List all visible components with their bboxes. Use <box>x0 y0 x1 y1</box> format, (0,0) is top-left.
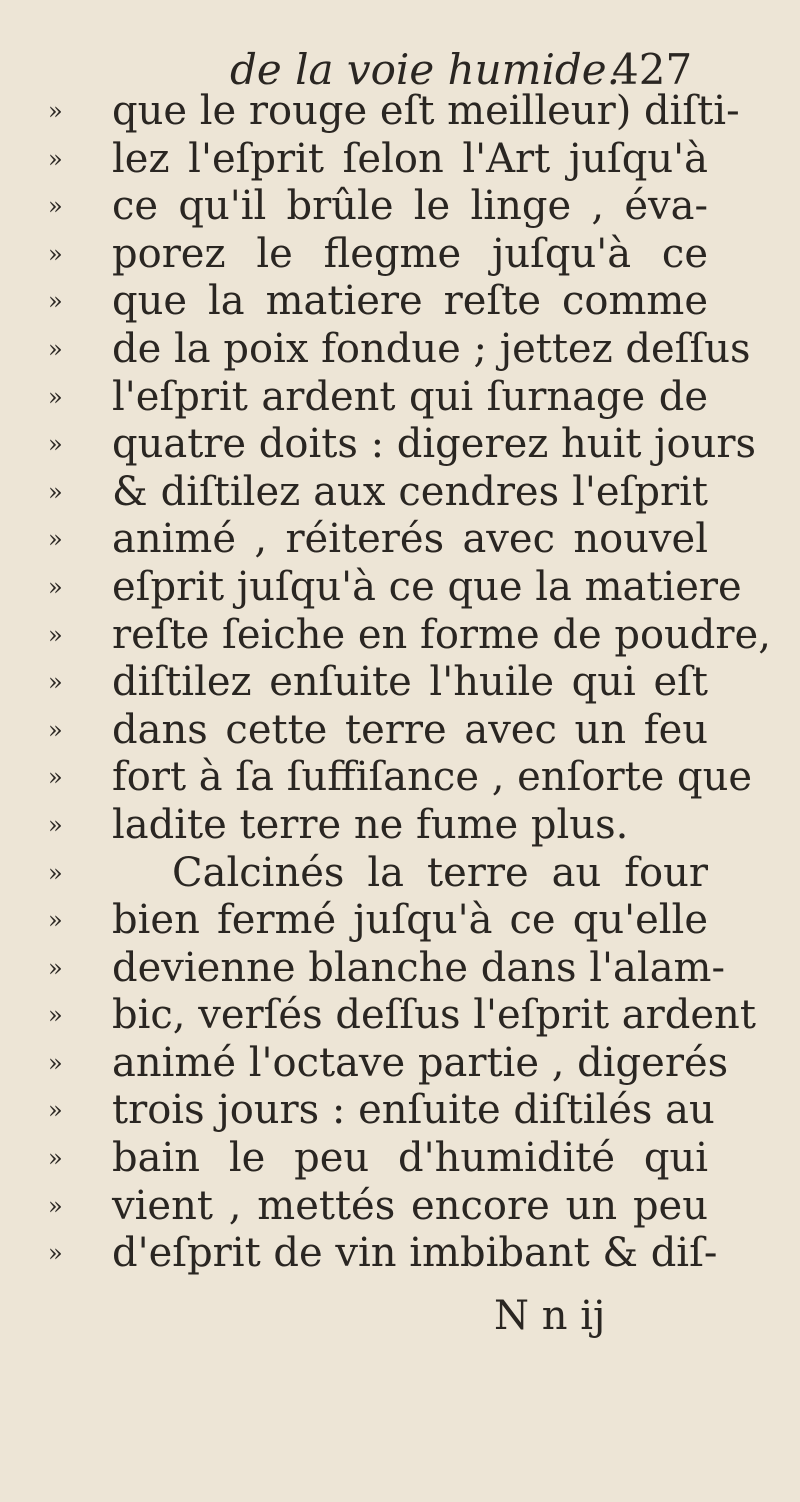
quote-mark: » <box>48 572 63 601</box>
line-text: de la poix fondue ; jettez deſſus <box>112 325 751 372</box>
text-line <box>0 1040 800 1088</box>
line-text: eſprit juſqu'à ce que la matiere <box>112 563 742 610</box>
text-line <box>0 469 800 517</box>
quote-mark: » <box>48 763 63 792</box>
quote-mark: » <box>48 192 63 221</box>
line-text: devienne blanche dans l'alam- <box>112 944 725 991</box>
quote-mark: » <box>48 1239 63 1268</box>
text-line <box>0 754 800 802</box>
quote-mark: » <box>48 525 63 554</box>
signature-mark: N n ij <box>494 1293 606 1339</box>
line-text: porez le flegme juſqu'à ce <box>112 230 708 277</box>
quote-mark: » <box>48 1191 63 1220</box>
text-line <box>0 564 800 612</box>
line-text: bic, verſés deſſus l'eſprit ardent <box>112 992 756 1039</box>
text-line <box>0 897 800 945</box>
line-text: Calcinés la terre au four <box>172 849 708 896</box>
quote-mark: » <box>48 906 63 935</box>
text-line <box>0 374 800 422</box>
text-line <box>0 183 800 231</box>
line-text: dans cette terre avec un feu <box>112 706 708 753</box>
line-text: l'eſprit ardent qui ſurnage de <box>112 373 708 420</box>
line-text: d'eſprit de vin imbibant & diſ- <box>112 1230 718 1277</box>
line-text: que le rouge eſt meilleur) diſti- <box>112 88 740 134</box>
line-text: reſte ſeiche en forme de poudre, <box>112 611 771 658</box>
text-line <box>0 278 800 326</box>
text-line <box>0 1087 800 1135</box>
line-text: bain le peu d'humidité qui <box>112 1135 708 1182</box>
quote-mark: » <box>48 1001 63 1030</box>
quote-mark: » <box>48 1144 63 1173</box>
text-line <box>0 992 800 1040</box>
quote-mark: » <box>48 477 63 506</box>
quote-mark: » <box>48 715 63 744</box>
quote-mark: » <box>48 668 63 697</box>
text-line <box>0 659 800 707</box>
running-title: de la voie humide. <box>230 45 621 94</box>
text-line <box>0 802 800 850</box>
quote-mark: » <box>48 144 63 173</box>
line-text: ladite terre ne fume plus. <box>112 801 629 848</box>
quote-mark: » <box>48 1048 63 1077</box>
quote-mark: » <box>48 334 63 363</box>
text-line <box>0 1183 800 1231</box>
line-text: & diſtilez aux cendres l'eſprit <box>112 468 708 515</box>
line-text: trois jours : enſuite diſtilés au <box>112 1087 715 1134</box>
line-text: vient , mettés encore un peu <box>112 1182 708 1229</box>
quote-mark: » <box>48 620 63 649</box>
quote-mark: » <box>48 858 63 887</box>
body-text <box>0 88 800 1278</box>
line-text: quatre doits : digerez huit jours <box>112 421 757 468</box>
text-line <box>0 231 800 279</box>
quote-mark: » <box>48 430 63 459</box>
quote-mark: » <box>48 382 63 411</box>
page-number: 427 <box>612 45 693 94</box>
line-text: animé , réiterés avec nouvel <box>112 516 708 563</box>
text-line <box>0 707 800 755</box>
text-line <box>0 612 800 660</box>
quote-mark: » <box>48 810 63 839</box>
quote-mark: » <box>48 239 63 268</box>
text-line <box>0 1135 800 1183</box>
line-text: ce qu'il brûle le linge , éva- <box>112 183 708 230</box>
text-line <box>0 1230 800 1278</box>
text-line <box>0 88 800 136</box>
text-line <box>0 945 800 993</box>
line-text: lez l'eſprit ſelon l'Art juſqu'à <box>112 135 708 182</box>
quote-mark: » <box>48 287 63 316</box>
text-line <box>0 516 800 564</box>
line-text: diſtilez enſuite l'huile qui eſt <box>112 659 708 706</box>
line-text: animé l'octave partie , digerés <box>112 1039 729 1086</box>
quote-mark: » <box>48 953 63 982</box>
text-line <box>0 326 800 374</box>
text-line <box>0 850 800 898</box>
quote-mark: » <box>48 97 63 125</box>
text-line <box>0 136 800 184</box>
quote-mark: » <box>48 1096 63 1125</box>
line-text: bien fermé juſqu'à ce qu'elle <box>112 897 708 944</box>
line-text: fort à ſa ſuffiſance , enſorte que <box>112 754 753 801</box>
text-line <box>0 421 800 469</box>
line-text: que la matiere reſte comme <box>112 278 708 325</box>
